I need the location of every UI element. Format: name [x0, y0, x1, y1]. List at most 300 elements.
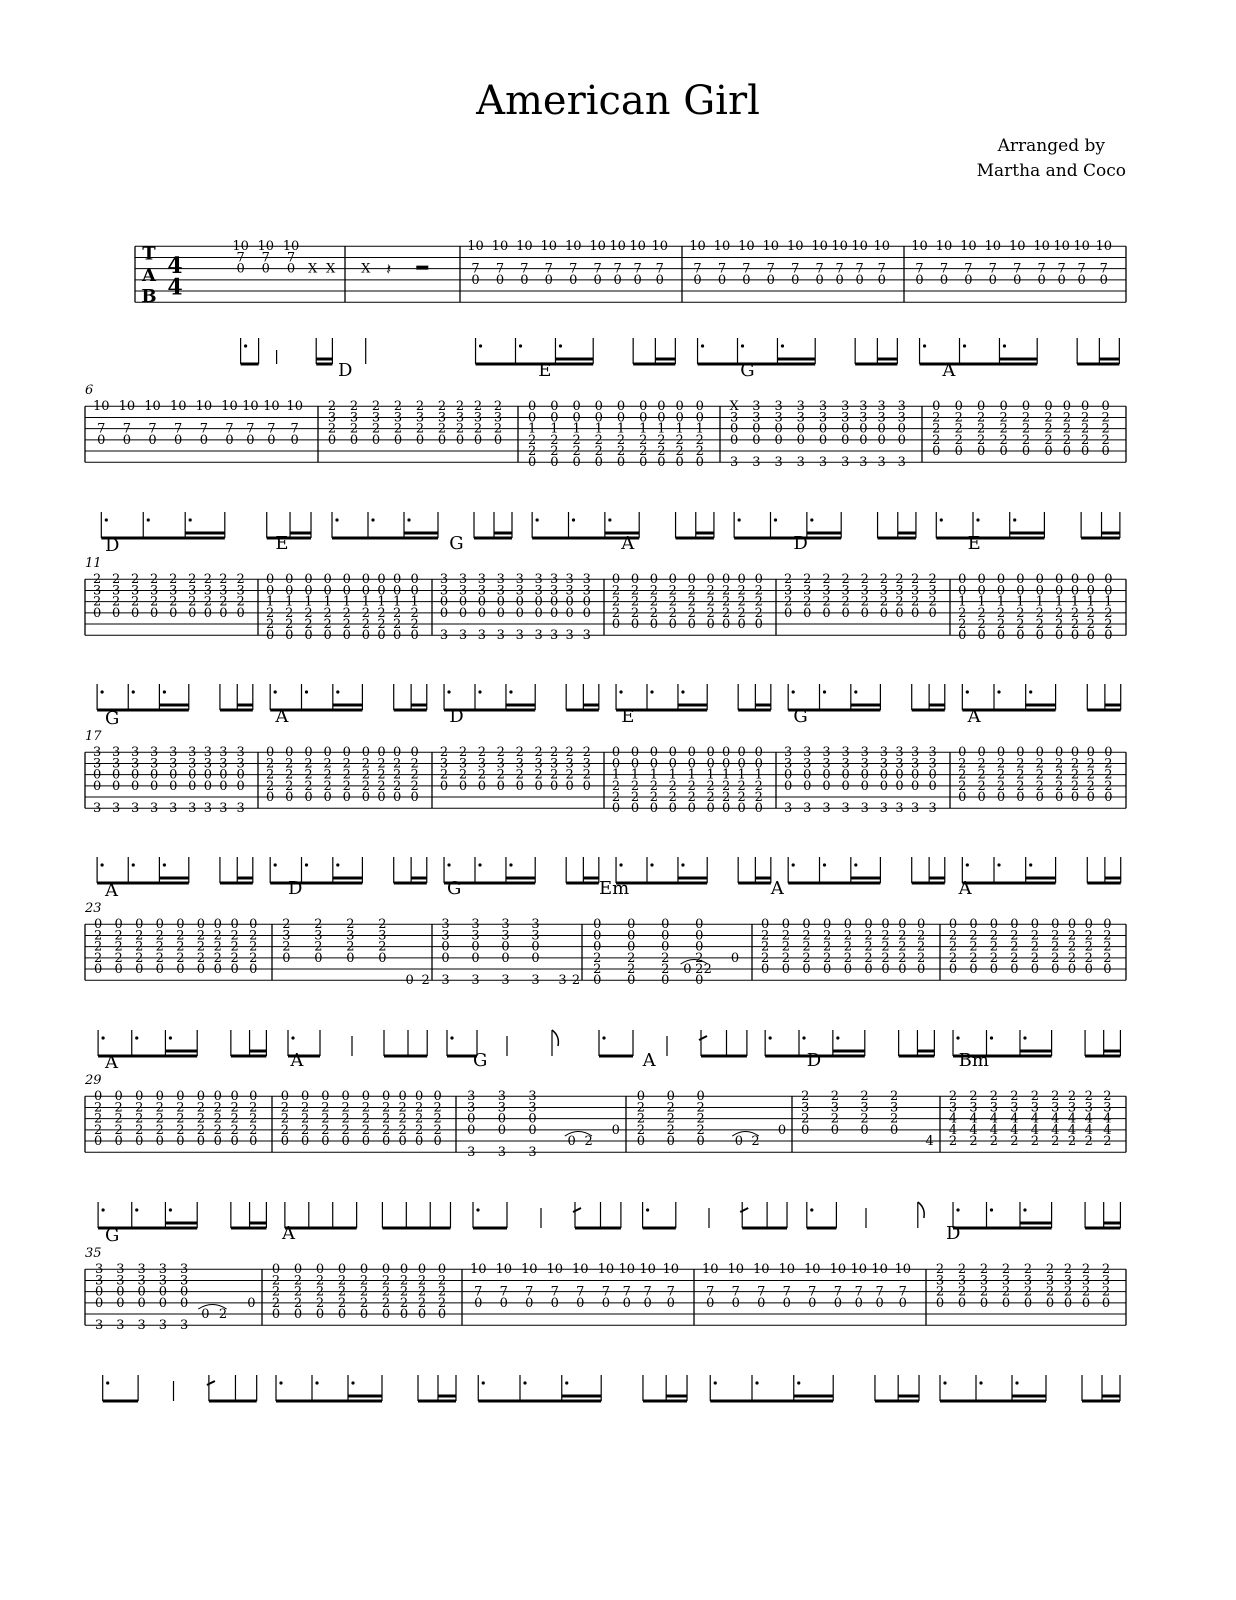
fret-number: 0: [1044, 399, 1053, 415]
fret-number: 1: [304, 594, 313, 610]
fret-number: 0: [928, 605, 937, 621]
fret-number: 2: [616, 444, 626, 460]
fret-number: 2: [315, 1295, 325, 1311]
measure: [702, 1262, 919, 1401]
fret-number: 2: [377, 617, 386, 633]
chord-symbol: G: [793, 706, 808, 728]
fret-number: 2: [515, 767, 524, 783]
fret-number: 0: [1037, 272, 1046, 288]
fret-number: 0: [534, 778, 543, 794]
chord-symbol: D: [288, 878, 303, 900]
fret-number: 0: [969, 917, 978, 933]
fret-number: 0: [969, 962, 978, 978]
augmentation-dot: [447, 690, 450, 693]
fret-number: 0: [135, 1134, 144, 1150]
fret-number: 0: [687, 756, 696, 772]
augmentation-dot: [274, 863, 277, 866]
fret-number: 0: [525, 1295, 534, 1311]
augmentation-dot: [956, 1036, 959, 1039]
fret-number: 0: [1051, 917, 1060, 933]
fret-number: 0: [1054, 745, 1064, 761]
fret-number: 0: [939, 272, 949, 288]
fret-number: 0: [1030, 917, 1040, 933]
fret-number: 0: [999, 444, 1008, 460]
fret-number: 0: [515, 594, 524, 610]
fret-number: 2: [706, 594, 715, 610]
fret-number: 1: [527, 421, 537, 437]
fret-number: 2: [754, 594, 763, 610]
fret-number: 2: [114, 1122, 123, 1138]
augmentation-dot: [823, 690, 826, 693]
fret-number: 3: [150, 745, 159, 761]
fret-number: 10: [491, 239, 509, 255]
fret-number: 0: [854, 1295, 863, 1311]
fret-number: 2: [889, 1111, 899, 1127]
fret-number: 2: [1030, 928, 1040, 944]
measure: [266, 533, 427, 710]
fret-number: 2: [349, 421, 359, 437]
fret-number: 2: [1001, 1284, 1011, 1300]
fret-number: 0: [565, 778, 574, 794]
fret-number: 2: [932, 421, 941, 437]
fret-number: 2: [611, 778, 621, 794]
fret-number: 0: [841, 767, 850, 783]
augmentation-dot: [132, 863, 135, 866]
fret-number: 0: [877, 432, 886, 448]
fret-number: 1: [687, 767, 696, 783]
fret-number: 0: [393, 572, 402, 588]
fret-number: 0: [174, 432, 183, 448]
fret-number: 2: [957, 1284, 967, 1300]
muted-note: X: [307, 261, 318, 277]
fret-number: 3: [1063, 1273, 1073, 1289]
fret-number: 0: [267, 432, 276, 448]
fret-number: 0: [415, 1089, 424, 1105]
fret-number: 2: [433, 1100, 442, 1116]
fret-number: 0: [377, 583, 386, 599]
fret-number: 2: [169, 594, 178, 610]
fret-number: 2: [754, 790, 763, 806]
fret-number: 2: [381, 1100, 391, 1116]
fret-number: 0: [823, 917, 832, 933]
fret-number: 0: [582, 778, 591, 794]
fret-number: 0: [417, 1262, 427, 1278]
fret-number: 2: [327, 421, 337, 437]
fret-number: 0: [915, 272, 924, 288]
measure: [328, 360, 512, 538]
fret-number: 0: [1051, 962, 1060, 978]
fret-number: 10: [851, 239, 868, 255]
fret-number: 3: [441, 917, 450, 933]
fret-number: 0: [455, 432, 465, 448]
fret-number: 2: [398, 1122, 407, 1138]
fret-number: 2: [649, 790, 659, 806]
fret-number: 2: [841, 572, 850, 588]
measure-number: 23: [85, 901, 102, 917]
fret-number: 2: [455, 421, 465, 437]
fret-number: 3: [841, 745, 850, 761]
fret-number: 2: [410, 767, 419, 783]
fret-number: 0: [668, 756, 677, 772]
fret-number: 0: [657, 455, 666, 471]
fret-number: 2: [1081, 1262, 1091, 1278]
fret-number: 0: [958, 572, 967, 588]
fret-number: 3: [471, 973, 480, 989]
fret-number: 2: [230, 950, 239, 966]
fret-number: 3: [219, 756, 228, 772]
fret-number: 0: [377, 745, 386, 761]
fret-number: 3: [477, 583, 487, 599]
fret-number: 2: [1054, 767, 1064, 783]
fret-number: 2: [898, 939, 907, 955]
fret-number: 2: [958, 767, 967, 783]
fret-number: 2: [135, 1111, 144, 1127]
measure: [440, 706, 599, 883]
fret-number: 0: [1054, 572, 1064, 588]
fret-number: 1: [393, 594, 402, 610]
note-flag: [918, 1202, 924, 1218]
fret-number: 10: [257, 239, 275, 255]
fret-number: 0: [550, 1295, 559, 1311]
augmentation-dot: [792, 690, 795, 693]
fret-number: 2: [1001, 1262, 1011, 1278]
fret-number: 0: [1023, 1295, 1033, 1311]
fret-number: 0: [179, 1295, 189, 1311]
fret-number: 0: [639, 399, 648, 415]
fret-number: 0: [285, 745, 294, 761]
fret-number: 7: [601, 1284, 610, 1300]
fret-number: 2: [213, 1122, 222, 1138]
fret-number: 2: [415, 421, 425, 437]
fret-number: 0: [721, 572, 731, 588]
fret-number: 2: [721, 778, 731, 794]
fret-number: 4: [1010, 1111, 1019, 1127]
fret-number: 2: [957, 1262, 967, 1278]
fret-number: 3: [203, 583, 212, 599]
fret-number: 0: [860, 778, 869, 794]
fret-number: 2: [399, 1273, 409, 1289]
fret-number: 0: [657, 399, 666, 415]
fret-number: 2: [954, 410, 963, 426]
fret-number: 0: [280, 1134, 290, 1150]
fret-number: 0: [593, 939, 602, 955]
fret-number: 10: [911, 239, 928, 255]
fret-number: 1: [721, 767, 731, 783]
measure: [612, 533, 771, 710]
fret-number: 3: [784, 756, 793, 772]
fret-number: 2: [657, 432, 666, 448]
fret-number: 0: [932, 444, 941, 460]
fret-number: 0: [203, 778, 212, 794]
fret-number: 0: [1010, 917, 1019, 933]
fret-number: 0: [471, 950, 480, 966]
fret-number: 2: [1081, 421, 1090, 437]
augmentation-dot: [315, 1381, 318, 1384]
arranger-line-2: Martha and Coco: [976, 161, 1126, 181]
fret-number: 0: [261, 261, 270, 277]
fret-number: 0: [774, 421, 783, 437]
fret-number: 0: [230, 962, 239, 978]
fret-number: 0: [911, 767, 920, 783]
fret-number: 2: [803, 572, 812, 588]
fret-number: 0: [271, 1307, 281, 1323]
fret-number: 0: [501, 939, 510, 955]
fret-number: 2: [349, 399, 359, 415]
fret-number: 0: [977, 745, 986, 761]
fret-number: 2: [285, 778, 294, 794]
fret-number: 3: [1001, 1273, 1011, 1289]
chord-symbol: G: [105, 708, 120, 730]
fret-number: 0: [236, 261, 245, 277]
fret-number: 2: [111, 572, 121, 588]
fret-number: 0: [323, 583, 332, 599]
augmentation-dot: [101, 690, 104, 693]
fret-number: 0: [582, 605, 591, 621]
fret-number: 0: [695, 455, 704, 471]
fret-number: 2: [636, 1100, 646, 1116]
fret-number: 2: [1084, 928, 1093, 944]
fret-number: 0: [342, 790, 351, 806]
fret-number: 3: [467, 1100, 476, 1116]
fret-number: 3: [116, 1318, 125, 1334]
fret-number: 10: [894, 1262, 912, 1278]
fret-number: 3: [752, 455, 761, 471]
fret-number: 0: [999, 399, 1008, 415]
fret-number: 10: [242, 399, 259, 415]
fret-number: 3: [441, 928, 450, 944]
fret-number: 0: [594, 455, 603, 471]
fret-number: 7: [569, 261, 578, 277]
fret-number: 2: [1051, 928, 1060, 944]
tab-system: [85, 706, 1126, 883]
fret-number: 0: [917, 917, 926, 933]
fret-number: 10: [778, 1262, 796, 1278]
fret-number: 2: [496, 767, 505, 783]
augmentation-dot: [371, 518, 374, 521]
fret-number: 0: [359, 1262, 369, 1278]
augmentation-dot: [836, 1036, 839, 1039]
grace-slash: [207, 1381, 215, 1385]
fret-number: 2: [977, 767, 986, 783]
fret-number: 0: [341, 1134, 350, 1150]
fret-number: 0: [964, 272, 973, 288]
fret-number: 4: [1084, 1122, 1093, 1138]
augmentation-dot: [608, 518, 611, 521]
fret-number: 2: [114, 950, 123, 966]
fret-number: 3: [219, 745, 228, 761]
fret-number: 2: [131, 594, 140, 610]
fret-number: 2: [977, 778, 986, 794]
fret-number: 0: [823, 962, 832, 978]
fret-number: 3: [895, 745, 904, 761]
fret-number: 7: [148, 421, 157, 437]
fret-number: 3: [818, 455, 828, 471]
fret-number: 0: [158, 1284, 168, 1300]
fret-number: 0: [877, 272, 886, 288]
fret-number: 2: [439, 745, 449, 761]
fret-number: 0: [989, 917, 999, 933]
fret-number: 0: [219, 605, 228, 621]
fret-number: 2: [630, 790, 640, 806]
fret-number: 0: [1084, 917, 1093, 933]
fret-number: 0: [841, 605, 850, 621]
fret-number: 2: [203, 572, 212, 588]
fret-number: 0: [158, 1295, 168, 1311]
fret-number: 3: [477, 756, 487, 772]
fret-number: 10: [701, 1262, 719, 1278]
augmentation-dot: [602, 1036, 605, 1039]
fret-number: 2: [668, 594, 677, 610]
augmentation-dot: [1029, 690, 1032, 693]
fret-number: 2: [92, 594, 102, 610]
fret-number: 0: [93, 962, 103, 978]
tab-system: [85, 1223, 1126, 1401]
fret-number: 2: [314, 939, 323, 955]
fret-number: 2: [948, 1134, 958, 1150]
fret-number: 0: [988, 272, 997, 288]
fret-number: 7: [939, 261, 949, 277]
fret-number: 0: [137, 1284, 146, 1300]
fret-number: 3: [549, 756, 559, 772]
augmentation-dot: [572, 518, 575, 521]
augmentation-dot: [854, 690, 857, 693]
fret-number: 0: [534, 594, 543, 610]
fret-number: 0: [721, 617, 731, 633]
measure: [932, 360, 1120, 538]
fret-number: 2: [249, 950, 258, 966]
fret-number: 2: [377, 605, 386, 621]
fret-number: 2: [493, 399, 503, 415]
measure: [958, 706, 1121, 883]
fret-number: 2: [114, 928, 123, 944]
fret-number: 2: [323, 767, 332, 783]
fret-number: 2: [1103, 928, 1112, 944]
fret-number: 3: [822, 756, 831, 772]
fret-number: 4: [1051, 1122, 1060, 1138]
fret-number: 0: [954, 399, 963, 415]
fret-number: 0: [843, 917, 853, 933]
fret-number: 2: [822, 594, 831, 610]
augmentation-dot: [966, 690, 969, 693]
fret-number: 2: [1035, 605, 1044, 621]
fret-number: 2: [996, 767, 1006, 783]
measure: [911, 239, 1119, 364]
fret-number: 0: [477, 605, 487, 621]
fret-number: 0: [439, 778, 449, 794]
fret-number: 0: [1035, 745, 1044, 761]
fret-number: 10: [1095, 239, 1113, 255]
fret-number: 3: [314, 928, 323, 944]
fret-number: 2: [196, 1100, 206, 1116]
fret-number: 3: [92, 801, 102, 817]
fret-number: 3: [501, 973, 510, 989]
augmentation-dot: [963, 344, 966, 347]
fret-number: 0: [1054, 790, 1064, 806]
measure: [266, 706, 427, 883]
fret-number: 0: [398, 1134, 407, 1150]
fret-number: 0: [393, 628, 402, 644]
fret-number: 3: [531, 917, 540, 933]
fret-number: 2: [300, 1122, 310, 1138]
fret-number: 0: [696, 1089, 705, 1105]
fret-number: 2: [515, 745, 524, 761]
fret-number: 3: [95, 1273, 104, 1289]
fret-number: 0: [977, 444, 986, 460]
measure: [949, 1050, 1121, 1228]
fret-number: 0: [897, 421, 906, 437]
fret-number: 2: [1101, 1262, 1111, 1278]
fret-number: 2: [1054, 778, 1064, 794]
fret-number: 2: [675, 444, 684, 460]
fret-number: 3: [818, 399, 828, 415]
measure-number: 11: [85, 556, 102, 572]
fret-number: 2: [630, 605, 640, 621]
fret-number: 3: [458, 628, 468, 644]
augmentation-dot: [163, 690, 166, 693]
fret-number: 2: [342, 767, 351, 783]
fret-number: 3: [803, 583, 812, 599]
fret-number: 2: [321, 1122, 330, 1138]
measure: [784, 706, 945, 883]
fret-number: 0: [796, 421, 805, 437]
fret-number: 0: [285, 790, 294, 806]
fret-number: 0: [93, 917, 103, 933]
fret-number: 0: [213, 1089, 222, 1105]
fret-number: 0: [875, 1295, 884, 1311]
fret-number: 0: [784, 605, 793, 621]
fret-number: 0: [977, 628, 986, 644]
fret-number: 2: [135, 939, 144, 955]
fret-number: 0: [1104, 572, 1113, 588]
fret-number: 2: [549, 767, 559, 783]
fret-number: 0: [410, 583, 419, 599]
fret-number: 10: [727, 1262, 745, 1278]
fret-number: 10: [873, 239, 891, 255]
fret-number: 2: [917, 928, 926, 944]
fret-number: 2: [999, 410, 1008, 426]
fret-number: 10: [564, 239, 582, 255]
fret-number: 2: [822, 572, 831, 588]
fret-number: 7: [964, 261, 973, 277]
fret-number: 0: [803, 778, 812, 794]
fret-number: 2: [695, 950, 704, 966]
fret-number: 3: [179, 1273, 189, 1289]
fret-number: 1: [377, 594, 386, 610]
fret-number: 7: [246, 421, 255, 437]
fret-number: 0: [249, 917, 258, 933]
fret-number: 0: [668, 572, 677, 588]
fret-number: 2: [437, 1284, 447, 1300]
fret-number: 2: [417, 1295, 427, 1311]
fret-number: 0: [286, 261, 296, 277]
fret-number: 0: [833, 1295, 842, 1311]
fret-number: 0: [668, 617, 677, 633]
fret-number: 2: [378, 939, 387, 955]
fret-number: 10: [984, 239, 1002, 255]
fret-number: 0: [377, 790, 386, 806]
fret-number: 2: [415, 1100, 424, 1116]
fret-number: 3: [895, 583, 904, 599]
fret-number: 0: [169, 605, 178, 621]
fret-number: 0: [996, 572, 1006, 588]
fret-number: 0: [895, 767, 904, 783]
fret-number: 3: [158, 1318, 168, 1334]
fret-number: 2: [1070, 756, 1080, 772]
fret-number: 10: [639, 1262, 656, 1278]
measure: [361, 260, 428, 364]
fret-number: 3: [859, 399, 868, 415]
fret-number: 2: [1016, 605, 1025, 621]
